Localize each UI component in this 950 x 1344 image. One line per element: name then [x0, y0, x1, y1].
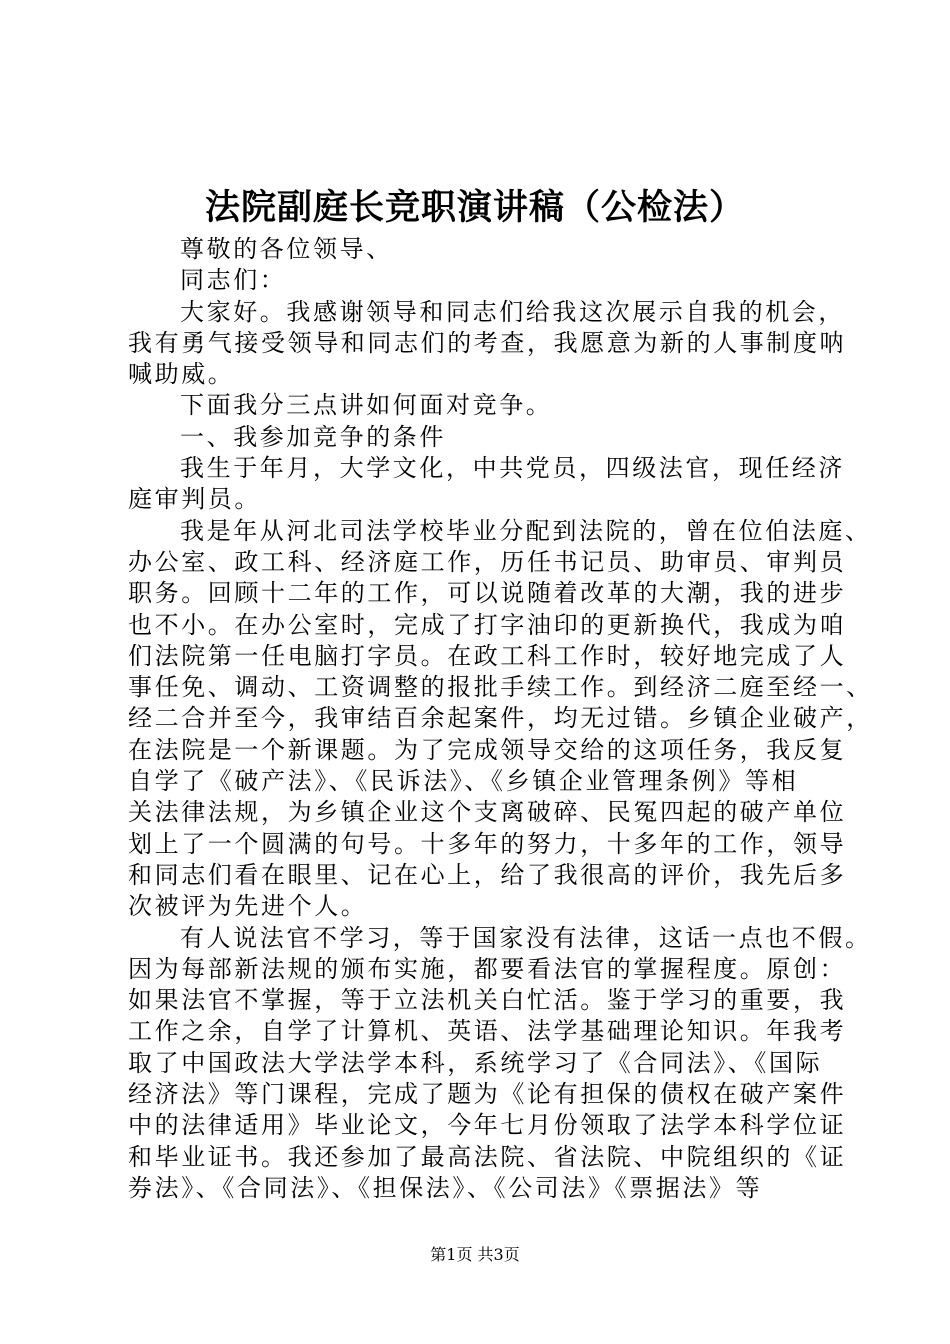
body-line: 关法律法规，为乡镇企业这个支离破碎、民冤四起的破产单位 — [128, 798, 847, 827]
body-line: 庭审判员。 — [128, 485, 261, 514]
section-heading: 一、我参加竞争的条件 — [180, 422, 446, 451]
body-line: 中的法律适用》毕业论文，今年七月份领取了法学本科学位证 — [128, 1111, 847, 1140]
body-line: 在法院是一个新课题。为了完成领导交给的这项任务，我反复 — [128, 735, 847, 764]
body-line: 也不小。在办公室时，完成了打字油印的更新换代，我成为咱 — [128, 610, 847, 639]
body-line: 我是年从河北司法学校毕业分配到法院的，曾在位伯法庭、 — [180, 516, 872, 545]
body-line: 和同志们看在眼里、记在心上，给了我很高的评价，我先后多 — [128, 860, 847, 889]
body-line: 经二合并至今，我审结百余起案件，均无过错。乡镇企业破产， — [128, 704, 873, 733]
body-line: 经济法》等门课程，完成了题为《论有担保的债权在破产案件 — [128, 1080, 847, 1109]
body-line: 事任免、调动、工资调整的报批手续工作。到经济二庭至经一、 — [128, 673, 873, 702]
body-line: 券法》、《合同法》、《担保法》、《公司法》《票据法》等 — [128, 1173, 763, 1202]
body-line: 尊敬的各位领导、 — [180, 235, 393, 263]
body-line: 划上了一个圆满的句号。十多年的努力，十多年的工作，领导 — [128, 829, 847, 858]
document-body — [128, 234, 873, 1204]
body-line: 工作之余，自学了计算机、英语、法学基础理论知识。年我考 — [128, 1017, 847, 1046]
body-line: 因为每部新法规的颁布实施，都要看法官的掌握程度。原创： — [128, 954, 847, 983]
document-title: 法院副庭长竞职演讲稿（公检法） — [204, 187, 745, 228]
body-line: 同志们： — [180, 266, 287, 295]
body-line: 职务。回顾十二年的工作，可以说随着改革的大潮，我的进步 — [128, 579, 847, 608]
body-line: 如果法官不掌握，等于立法机关白忙活。鉴于学习的重要，我 — [128, 986, 847, 1015]
body-line: 下面我分三点讲如何面对竞争。 — [180, 391, 553, 420]
body-line: 我有勇气接受领导和同志们的考查，我愿意为新的人事制度呐 — [128, 328, 847, 357]
body-line: 自学了《破产法》、《民诉法》、《乡镇企业管理条例》等相 — [128, 767, 799, 796]
body-line: 大家好。我感谢领导和同志们给我这次展示自我的机会， — [180, 297, 845, 326]
page-footer: 第1页 共3页 — [430, 1245, 520, 1264]
body-line: 次被评为先进个人。 — [128, 892, 368, 921]
body-line: 们法院第一任电脑打字员。在政工科工作时，较好地完成了人 — [128, 641, 847, 670]
body-line: 办公室、政工科、经济庭工作，历任书记员、助审员、审判员 — [128, 547, 847, 576]
body-line: 和毕业证书。我还参加了最高法院、省法院、中院组织的《证 — [128, 1142, 847, 1171]
body-line: 喊助威。 — [128, 360, 235, 389]
body-line: 有人说法官不学习，等于国家没有法律，这话一点也不假。 — [180, 923, 872, 952]
body-line: 取了中国政法大学法学本科，系统学习了《合同法》、《国际 — [128, 1048, 823, 1077]
body-line: 我生于年月，大学文化，中共党员，四级法官，现任经济 — [180, 454, 845, 483]
